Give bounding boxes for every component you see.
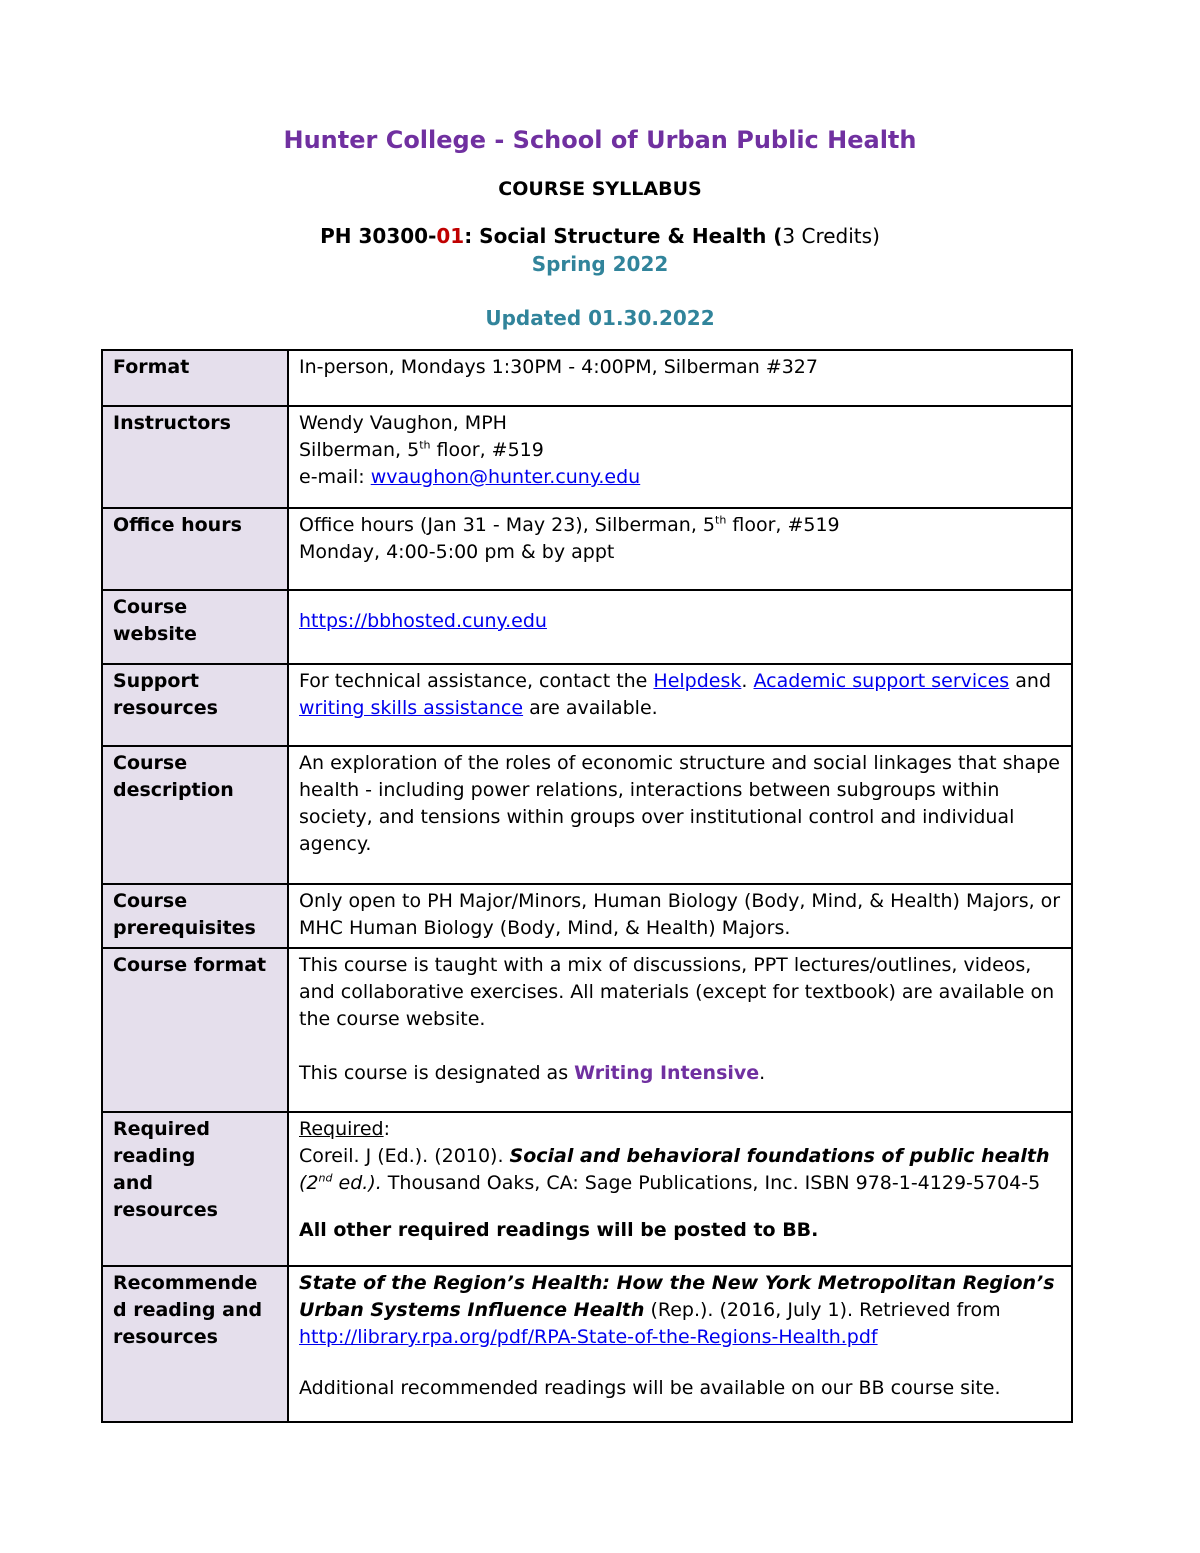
row-instructors: [102, 406, 1072, 508]
label-support: Support resources: [102, 664, 288, 746]
row-course-format: [102, 948, 1072, 1112]
row-support: [102, 664, 1072, 746]
email-link[interactable]: wvaughon@hunter.cuny.edu: [370, 466, 641, 488]
label-recommended: Recommende d reading and resources: [102, 1266, 288, 1422]
credits: 3 Credits): [782, 224, 880, 248]
description-value: An exploration of the roles of economic structure and social linkages that shape health - including power relations, interactions between subgroups within society, and tensions within groups over institutional control and individual agency.: [288, 746, 1072, 884]
recommended-value: [288, 1266, 1072, 1422]
prerequisites-value: Only open to PH Major/Minors, Human Biology (Body, Mind, & Health) Majors, or MHC Human Biology (Body, Mind, & Health) Majors.: [288, 884, 1072, 948]
required-value: [288, 1112, 1072, 1266]
office-hours-value: [288, 508, 1072, 590]
label-description: Course description: [102, 746, 288, 884]
required-citation: Coreil. J (Ed.). (2010). Social and behavioral foundations of public health (2nd ed.). Thousand Oaks, CA: Sage Publications, Inc. ISBN 978-1-4129-5704-5: [299, 1145, 1050, 1194]
updated-date: Updated 01.30.2022: [485, 306, 715, 330]
college-title: Hunter College - School of Urban Public Health: [283, 126, 917, 154]
label-office-hours: Office hours: [102, 508, 288, 590]
row-recommended: [102, 1266, 1072, 1422]
row-required: [102, 1112, 1072, 1266]
syllabus-heading: COURSE SYLLABUS: [498, 178, 702, 200]
row-prerequisites: [102, 884, 1072, 948]
support-value: For technical assistance, contact the Helpdesk. Academic support services and writing skills assistance are available.: [288, 664, 1072, 746]
row-format: [102, 350, 1072, 406]
label-format: Format: [102, 350, 288, 406]
label-website: Course website: [102, 590, 288, 664]
format-value: In-person, Mondays 1:30PM - 4:00PM, Silberman #327: [288, 350, 1072, 406]
row-website: [102, 590, 1072, 664]
instructor-office: Silberman, 5th floor, #519: [299, 438, 544, 461]
term: Spring 2022: [531, 252, 669, 276]
instructors-value: [288, 406, 1072, 508]
label-course-format: Course format: [102, 948, 288, 1112]
course-format-text: This course is taught with a mix of discussions, PPT lectures/outlines, videos, and collaborative exercises. All materials (except for textbook) are available on the course website.: [299, 954, 1055, 1030]
writing-intensive-line: This course is designated as Writing Intensive.: [299, 1062, 766, 1084]
label-instructors: Instructors: [102, 406, 288, 508]
office-hours-line2: Monday, 4:00-5:00 pm & by appt: [299, 541, 615, 563]
recommended-citation: State of the Region’s Health: How the New York Metropolitan Region’s Urban Systems Influence Health (Rep.). (2016, July 1). Retrieved from http://library.rpa.org/pdf/RPA-State-of-the-Regions-Health.pdf: [299, 1272, 1055, 1348]
course-title-line: [0, 224, 1200, 248]
helpdesk-link[interactable]: Helpdesk: [653, 670, 742, 692]
website-value: [288, 590, 1072, 664]
label-required: Required reading and resources: [102, 1112, 288, 1266]
course-title: : Social Structure & Health (: [464, 224, 783, 248]
course-code: PH 30300-: [320, 224, 437, 248]
required-note: All other required readings will be posted to BB.: [299, 1219, 819, 1241]
section-number: 01: [436, 224, 465, 248]
row-description: [102, 746, 1072, 884]
office-hours-line1: Office hours (Jan 31 - May 23), Silberman, 5th floor, #519: [299, 513, 840, 536]
website-link[interactable]: https://bbhosted.cuny.edu: [299, 610, 547, 632]
writing-skills-link[interactable]: writing skills assistance: [299, 697, 524, 719]
instructor-email: e-mail: wvaughon@hunter.cuny.edu: [299, 466, 641, 488]
row-office-hours: [102, 508, 1072, 590]
academic-support-link[interactable]: Academic support services: [753, 670, 1010, 692]
label-prerequisites: Course prerequisites: [102, 884, 288, 948]
syllabus-table: [101, 349, 1073, 1423]
required-heading: Required:: [299, 1118, 390, 1140]
recommended-note: Additional recommended readings will be available on our BB course site.: [299, 1377, 1001, 1399]
instructor-name: Wendy Vaughon, MPH: [299, 412, 507, 434]
rpa-report-link[interactable]: http://library.rpa.org/pdf/RPA-State-of-the-Regions-Health.pdf: [299, 1326, 878, 1348]
course-format-value: [288, 948, 1072, 1112]
